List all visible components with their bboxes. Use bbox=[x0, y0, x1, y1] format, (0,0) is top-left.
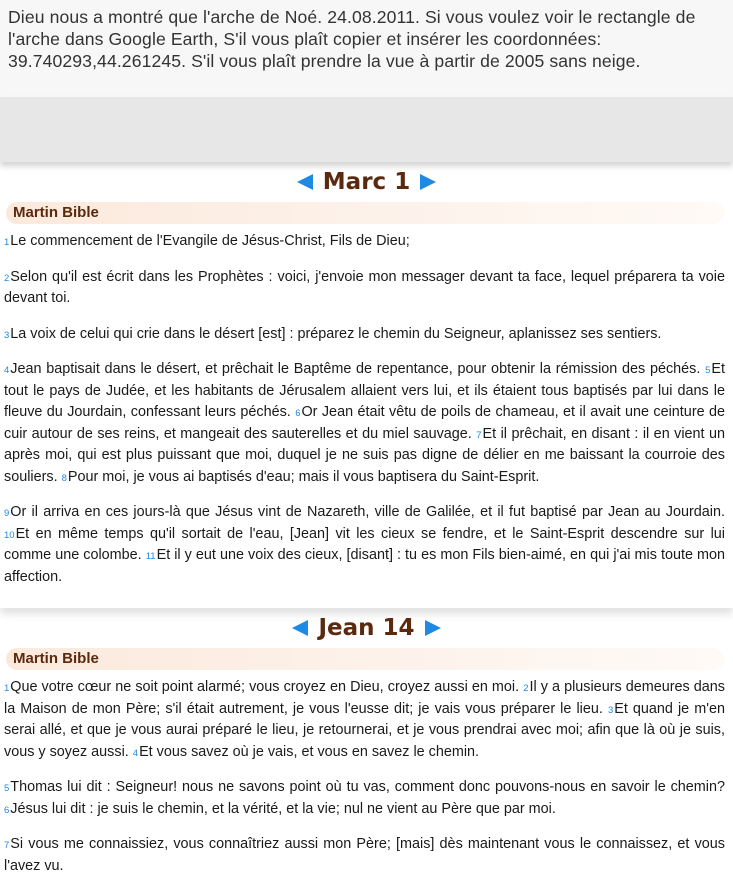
verse-number[interactable]: 1 bbox=[4, 237, 10, 248]
verse-number[interactable]: 1 bbox=[4, 683, 10, 694]
next-chapter-icon[interactable] bbox=[425, 620, 441, 636]
verse-text: Si vous me connaissiez, vous connaîtriez aussi mon Père; [mais] dès maintenant vous le connaissez, et vous l'avez vu. bbox=[4, 836, 725, 874]
chapter-title: Marc 1 bbox=[322, 169, 411, 195]
verse-text: Selon qu'il est écrit dans les Prophètes : voici, j'envoie mon messager devant ta face, lequel préparera ta voie devant toi. bbox=[4, 268, 725, 306]
verse-paragraph bbox=[4, 502, 725, 588]
ad-banner-area bbox=[0, 97, 733, 162]
verse-text: Et en même temps qu'il sortait de l'eau, [Jean] vit les cieux se fendre, et le Saint-Esprit descendre sur lui comme une colombe. bbox=[4, 525, 725, 563]
verse-text: La voix de celui qui crie dans le désert [est] : préparez le chemin du Seigneur, aplanissez ses sentiers. bbox=[10, 325, 662, 342]
verse-text: Pour moi, je vous ai baptisés d'eau; mais il vous baptisera du Saint-Esprit. bbox=[67, 468, 540, 485]
verses-block bbox=[0, 231, 733, 588]
verse-text: Thomas lui dit : Seigneur! nous ne savons point où tu vas, comment donc pouvons-nous en savoir le chemin? bbox=[10, 779, 725, 795]
verse-number[interactable]: 3 bbox=[4, 329, 10, 341]
bible-version-label: Martin Bible bbox=[6, 648, 724, 670]
verse-number[interactable]: 3 bbox=[607, 704, 614, 716]
verse-number[interactable]: 7 bbox=[476, 429, 482, 441]
next-chapter-icon[interactable] bbox=[420, 174, 436, 190]
verse-text: Jean baptisait dans le désert, et prêchait le Baptême de repentance, pour obtenir la rémission des péchés. bbox=[10, 361, 701, 377]
verse-number[interactable]: 2 bbox=[523, 683, 529, 694]
verse-paragraph bbox=[4, 267, 725, 310]
verse-paragraph bbox=[4, 324, 725, 346]
verse-number[interactable]: 4 bbox=[4, 365, 10, 376]
verse-text: Or Jean était vêtu de poils de chameau, et il avait une ceinture de cuir autour de ses reins, et mangeait des sauterelles et du miel sauvage. bbox=[4, 404, 726, 442]
verse-paragraph bbox=[4, 231, 725, 253]
verse-text: Le commencement de l'Evangile de Jésus-Christ, Fils de Dieu; bbox=[10, 233, 410, 249]
chapter-section bbox=[0, 162, 733, 608]
verse-number[interactable]: 11 bbox=[145, 551, 156, 562]
verse-number[interactable]: 6 bbox=[295, 408, 301, 419]
chapter-nav bbox=[0, 608, 733, 648]
verse-number[interactable]: 10 bbox=[4, 529, 15, 541]
verse-text: Jésus lui dit : je suis le chemin, et la vérité, et la vie; nul ne vient au Père que par moi. bbox=[10, 800, 556, 817]
chapter-nav bbox=[0, 162, 733, 202]
verse-number[interactable]: 5 bbox=[4, 783, 10, 794]
verse-number[interactable]: 7 bbox=[4, 840, 10, 851]
verse-number[interactable]: 8 bbox=[61, 472, 67, 484]
ark-notice-text: Dieu nous a montré que l'arche de Noé. 24.08.2011. Si vous voulez voir le rectangle de l'arche dans Google Earth, S'il vous plaît copier et insérer les coordonnées: 39.740293,44.261245. S'il vous plaît prendre la vue à partir de 2005 sans neige. bbox=[8, 7, 696, 71]
verse-number[interactable]: 5 bbox=[705, 365, 711, 376]
verse-number[interactable]: 6 bbox=[4, 804, 10, 816]
verse-number[interactable]: 2 bbox=[4, 272, 10, 284]
verse-paragraph bbox=[4, 777, 725, 820]
ark-notice bbox=[0, 0, 733, 97]
verse-paragraph bbox=[4, 677, 725, 763]
verse-text: Et vous savez où je vais, et vous en savez le chemin. bbox=[139, 743, 480, 760]
prev-chapter-icon[interactable] bbox=[297, 174, 313, 190]
verse-text: Que votre cœur ne soit point alarmé; vous croyez en Dieu, croyez aussi en moi. bbox=[10, 679, 520, 695]
verse-text: Il y a plusieurs demeures dans la Maison de mon Père; s'il était autrement, je vous l'eusse dit; je vais vous préparer le lieu. bbox=[4, 679, 726, 717]
prev-chapter-icon[interactable] bbox=[292, 620, 308, 636]
chapter-section bbox=[0, 608, 733, 877]
chapter-title: Jean 14 bbox=[318, 615, 415, 641]
verses-block bbox=[0, 677, 733, 877]
verse-text: Or il arriva en ces jours-là que Jésus vint de Nazareth, ville de Galilée, et il fut baptisé par Jean au Jourdain. bbox=[10, 504, 725, 520]
verse-text: Et quand je m'en serai allé, et que je vous aurai préparé le lieu, je retournerai, et je vous prendrai avec moi; afin que là où je suis, vous y soyez aussi. bbox=[4, 700, 726, 760]
verse-paragraph bbox=[4, 834, 725, 877]
verse-text: Et il prêchait, en disant : il en vient un après moi, qui est plus puissant que moi, duquel je ne suis pas digne de délier en me baissant la courroie des souliers. bbox=[4, 425, 725, 485]
verse-text: Et il y eut une voix des cieux, [disant] : tu es mon Fils bien-aimé, en qui j'ai mis toute mon affection. bbox=[4, 547, 725, 585]
verse-number[interactable]: 9 bbox=[4, 508, 10, 519]
bible-version-label: Martin Bible bbox=[6, 202, 724, 224]
verse-text: Et tout le pays de Judée, et les habitants de Jérusalem allaient vers lui, et ils étaient tous baptisés par lui dans le fleuve du Jourdain, confessant leurs péchés. bbox=[4, 361, 725, 420]
verse-number[interactable]: 4 bbox=[132, 747, 139, 759]
verse-paragraph bbox=[4, 359, 725, 488]
